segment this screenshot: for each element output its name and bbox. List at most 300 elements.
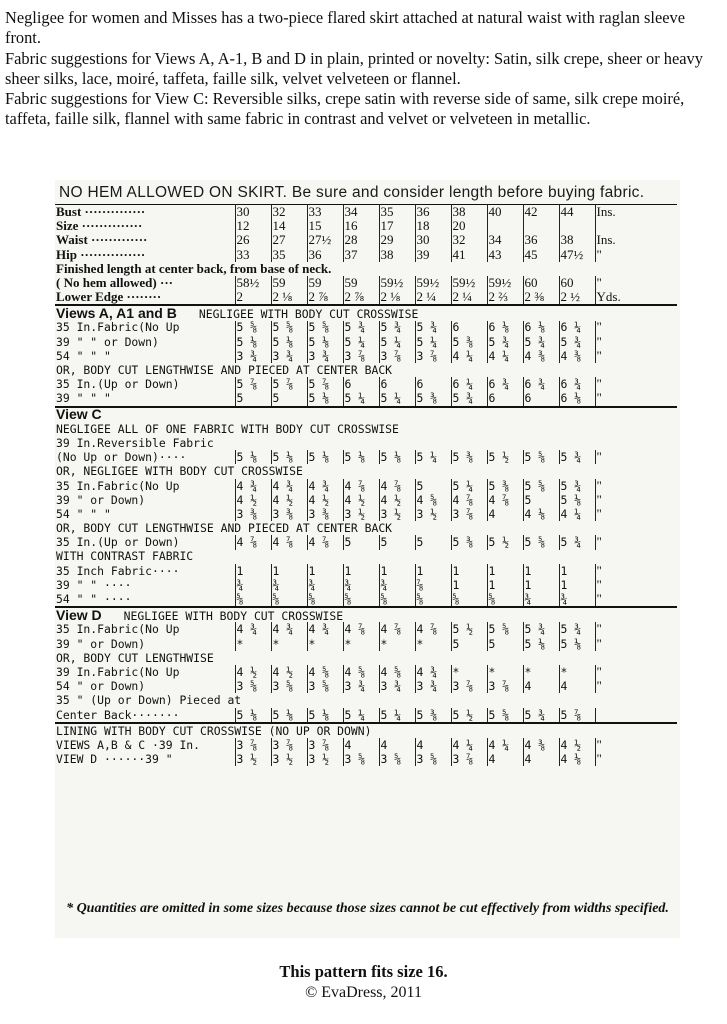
note-row (55, 693, 677, 707)
note-text: OR, NEGLIGEE WITH BODY CUT CROSSWISE (56, 464, 303, 479)
table-cell: 59 (271, 276, 307, 290)
table-cell: 5 ¼ (343, 391, 379, 406)
chart-footnote: * Quantities are omitted in some sizes because those sizes cannot be cut effectively from widths specified. (66, 901, 669, 916)
table-cell: * (307, 637, 343, 651)
table-cell: 38 (559, 233, 595, 247)
yardage-chart (55, 180, 680, 938)
table-cell: 5 (271, 391, 307, 406)
unit-cell: Ins. (596, 233, 616, 248)
table-cell: ¾ (379, 578, 415, 592)
table-cell: 2 ⅔ (487, 290, 523, 305)
note-text: OR, BODY CUT LENGTHWISE AND PIECED AT CENTER BACK (56, 363, 393, 377)
table-cell: 59½ (451, 276, 487, 290)
row-label: 35 In.(Up or Down) (55, 377, 235, 391)
table-cell: 4 ⅛ (559, 752, 595, 766)
table-row (55, 335, 677, 349)
row-label: Size ·············· (55, 219, 235, 233)
note-text: 35 " (Up or Down) Pieced at (56, 693, 242, 708)
table-cell: * (379, 637, 415, 651)
table-cell: 4 ⅞ (379, 622, 415, 636)
table-cell: 6 (451, 321, 487, 335)
table-cell: ⅝ (451, 592, 487, 607)
table-cell: 5 ¼ (379, 708, 415, 723)
table-cell: 4 ⅞ (343, 622, 379, 636)
table-cell: 6 ⅛ (523, 321, 559, 335)
table-cell: 59 (343, 276, 379, 290)
table-cell: 18 (415, 219, 451, 233)
unit-cell: " (596, 535, 602, 550)
table-cell: 4 ⅝ (307, 665, 343, 679)
table-cell: 5 ¾ (559, 479, 595, 493)
table-cell: 3 ⅝ (271, 679, 307, 693)
table-cell: 1 (307, 564, 343, 578)
table-cell: 5 ⅜ (451, 450, 487, 464)
table-cell: 3 ¾ (307, 349, 343, 363)
table-cell: 6 (415, 377, 451, 391)
table-cell: 4 ¾ (307, 622, 343, 636)
section-title: View D (56, 607, 102, 623)
table-cell: ¾ (559, 592, 595, 607)
table-cell: 5 ⅛ (307, 335, 343, 349)
note-text: OR, BODY CUT LENGTHWISE AND PIECED AT CENTER BACK (56, 521, 393, 536)
table-cell: 3 ½ (379, 507, 415, 521)
section-title-row (55, 607, 677, 622)
table-row (55, 349, 677, 363)
yardage-table (55, 204, 677, 766)
table-cell: 5 ⅛ (235, 450, 271, 464)
table-cell: ¾ (271, 578, 307, 592)
unit-cell: Yds. (596, 290, 621, 305)
table-cell: 14 (271, 219, 307, 233)
table-cell: 3 ⅞ (451, 507, 487, 521)
table-cell: 2 (235, 290, 271, 305)
table-cell: 4 ¾ (307, 479, 343, 493)
table-cell: 5 ⅝ (523, 450, 559, 464)
table-cell: 5 ⅛ (271, 708, 307, 723)
table-cell: 2 ½ (559, 290, 595, 305)
table-row (55, 205, 677, 220)
unit-cell: " (596, 665, 602, 679)
table-cell: 59½ (415, 276, 451, 290)
table-cell: ⅝ (307, 592, 343, 607)
table-row (55, 535, 677, 549)
table-cell: 3 ⅞ (271, 738, 307, 752)
table-cell: 5 (415, 535, 451, 549)
note-text: 39 In.Reversible Fabric (56, 436, 214, 450)
table-cell: 3 ½ (307, 752, 343, 766)
note-text: NEGLIGEE ALL OF ONE FABRIC WITH BODY CUT CROSSWISE (56, 421, 399, 436)
unit-cell: " (596, 478, 602, 493)
table-cell: ⅝ (487, 592, 523, 607)
section-subtitle: NEGLIGEE WITH BODY CUT CROSSWISE (123, 608, 344, 623)
table-cell: 3 ⅞ (307, 738, 343, 752)
table-cell: 3 ⅜ (271, 507, 307, 521)
unit-cell: " (596, 450, 602, 465)
table-cell: 15 (307, 219, 343, 233)
table-cell: 43 (487, 248, 523, 262)
chart-header: NO HEM ALLOWED ON SKIRT. Be sure and consider length before buying fabric. (59, 184, 645, 201)
unit-cell: " (596, 320, 602, 335)
table-cell: 5 ⅛ (307, 391, 343, 406)
table-cell: * (271, 637, 307, 651)
table-cell: 1 (559, 564, 595, 578)
table-cell: 5 (343, 535, 379, 549)
table-cell: 3 ⅞ (451, 752, 487, 766)
note-text: OR, BODY CUT LENGTHWISE (56, 650, 214, 665)
table-cell: 5 ¼ (415, 450, 451, 464)
table-cell: 6 (523, 391, 559, 406)
unit-cell: " (596, 679, 602, 694)
table-cell: 5 ½ (451, 708, 487, 723)
table-row (55, 391, 677, 406)
row-label: 35 In.(Up or Down) (55, 535, 235, 549)
table-cell: 4 ⅜ (559, 349, 595, 363)
table-cell: 5 ¾ (559, 622, 595, 636)
table-cell: 4 ½ (271, 493, 307, 507)
row-label: 54 " or Down) (55, 679, 235, 693)
unit-cell: " (596, 334, 602, 349)
table-cell: 4 ¼ (451, 738, 487, 752)
note-row (55, 550, 677, 564)
table-cell (559, 219, 595, 233)
table-cell: 5 ¼ (379, 335, 415, 349)
table-cell: 4 ¼ (487, 349, 523, 363)
table-cell: 3 ⅞ (415, 349, 451, 363)
note-text: WITH CONTRAST FABRIC (56, 549, 194, 564)
unit-cell: " (596, 592, 602, 606)
table-cell: 5 (487, 637, 523, 651)
table-cell: 5 ⅛ (307, 450, 343, 464)
table-cell: 4 ¼ (487, 738, 523, 752)
table-cell: 4 ⅞ (451, 493, 487, 507)
row-label: 35 Inch Fabric···· (55, 564, 235, 578)
table-cell: 60 (559, 276, 595, 290)
size-caption: This pattern fits size 16. (279, 962, 448, 981)
table-cell: 6 (487, 391, 523, 406)
table-cell: 5 ⅞ (271, 377, 307, 391)
table-cell: 4 ⅝ (343, 665, 379, 679)
table-cell: 5 ⅝ (487, 708, 523, 723)
table-cell: 36 (307, 248, 343, 262)
table-cell: 26 (235, 233, 271, 247)
unit-cell: " (596, 622, 602, 637)
table-cell: 59½ (379, 276, 415, 290)
note-row (55, 723, 677, 738)
row-label: 54 " " " (55, 349, 235, 363)
unit-cell: " (596, 247, 602, 262)
note-text: LINING WITH BODY CUT CROSSWISE (NO UP OR DOWN) (55, 723, 677, 738)
table-cell: 5 ⅝ (523, 479, 559, 493)
table-cell: 3 ¾ (379, 679, 415, 693)
note-row (55, 262, 677, 276)
table-cell: 59½ (487, 276, 523, 290)
table-cell: 5 ⅛ (379, 450, 415, 464)
table-cell: 1 (379, 564, 415, 578)
table-cell: 4 ¾ (235, 622, 271, 636)
table-cell: 5 ¾ (451, 391, 487, 406)
table-row (55, 276, 677, 290)
table-cell: 3 ½ (415, 507, 451, 521)
table-cell: 5 ⅝ (235, 321, 271, 335)
table-cell: ⅝ (343, 592, 379, 607)
table-cell: 1 (523, 578, 559, 592)
table-cell: 3 ½ (271, 752, 307, 766)
table-cell: 4 ½ (235, 665, 271, 679)
table-cell: 5 ⅛ (235, 708, 271, 723)
table-cell: 17 (379, 219, 415, 233)
table-cell: 5 ½ (451, 622, 487, 636)
table-cell: 4 (379, 738, 415, 752)
table-row (55, 290, 677, 305)
table-cell: 35 (271, 248, 307, 262)
table-cell: 5 ⅛ (559, 493, 595, 507)
row-label: 39 " " " (55, 391, 235, 406)
table-cell: 6 ⅛ (487, 321, 523, 335)
table-cell: 1 (235, 564, 271, 578)
table-cell: ⅝ (415, 592, 451, 607)
table-cell: 5 ¾ (523, 708, 559, 723)
table-cell: 5 (235, 391, 271, 406)
table-cell: 4 ¾ (271, 479, 307, 493)
table-cell: 5 ¾ (559, 450, 595, 464)
table-cell: 5 ½ (487, 535, 523, 549)
row-label: (No Up or Down)···· (55, 450, 235, 464)
table-cell: 3 ¾ (271, 349, 307, 363)
row-label: 39 " or Down) (55, 637, 235, 651)
table-cell: 3 ¾ (235, 349, 271, 363)
table-row (55, 708, 677, 723)
table-cell: 2 ⅞ (307, 290, 343, 305)
table-cell: 2 ⅜ (523, 290, 559, 305)
table-cell: 4 ½ (307, 493, 343, 507)
table-cell: 3 ½ (235, 752, 271, 766)
table-row (55, 450, 677, 464)
table-row (55, 592, 677, 607)
table-cell: 5 ⅞ (235, 377, 271, 391)
table-cell: 5 ⅛ (523, 637, 559, 651)
table-cell: 3 ¾ (343, 679, 379, 693)
row-label: 54 " " ···· (55, 592, 235, 607)
table-cell: 4 ¼ (559, 507, 595, 521)
pattern-description (5, 8, 720, 130)
table-cell: 32 (271, 205, 307, 220)
table-cell: 1 (415, 564, 451, 578)
unit-cell (595, 708, 677, 723)
section-title-row (55, 407, 677, 422)
table-cell: 38 (379, 248, 415, 262)
table-cell: 40 (487, 205, 523, 220)
table-cell: 5 ¾ (415, 321, 451, 335)
unit-cell: " (596, 506, 602, 521)
table-row (55, 578, 677, 592)
table-cell: 3 ½ (343, 507, 379, 521)
table-cell: 41 (451, 248, 487, 262)
table-cell: 5 ¾ (523, 622, 559, 636)
table-cell: 3 ⅜ (235, 507, 271, 521)
table-cell: 5 ¼ (379, 391, 415, 406)
section-title-row (55, 305, 677, 320)
table-cell: 12 (235, 219, 271, 233)
unit-cell (595, 219, 677, 233)
unit-cell: " (596, 577, 602, 592)
table-cell: 5 (523, 493, 559, 507)
table-cell: 5 ⅝ (307, 321, 343, 335)
table-row (55, 679, 677, 693)
table-cell: 6 ¼ (559, 321, 595, 335)
table-cell (487, 219, 523, 233)
table-cell: 5 ¼ (343, 335, 379, 349)
unit-cell: Ins. (595, 205, 677, 220)
row-label: VIEW D ······39 " (55, 752, 235, 766)
table-cell: 5 ¾ (487, 335, 523, 349)
table-cell: 5 ⅛ (343, 450, 379, 464)
unit-cell: " (596, 391, 602, 406)
row-label: 39 " " ···· (55, 578, 235, 592)
table-cell: * (523, 665, 559, 679)
table-cell: 4 ⅛ (523, 507, 559, 521)
table-cell: ⅝ (379, 592, 415, 607)
table-cell: 5 ¼ (451, 479, 487, 493)
table-cell: 60 (523, 276, 559, 290)
table-cell: 5 ⅜ (451, 535, 487, 549)
table-cell: 3 ⅞ (343, 349, 379, 363)
note-row (55, 651, 677, 665)
table-cell: 37 (343, 248, 379, 262)
table-cell: 6 ⅛ (559, 391, 595, 406)
table-cell: 5 ⅛ (559, 637, 595, 651)
table-cell: 1 (487, 564, 523, 578)
table-cell: 5 ⅞ (559, 708, 595, 723)
table-cell: 16 (343, 219, 379, 233)
unit-cell: " (596, 737, 602, 752)
table-cell: 58½ (235, 276, 271, 290)
table-cell: 4 ⅞ (415, 622, 451, 636)
table-cell: 34 (487, 233, 523, 247)
table-cell: 3 ⅝ (235, 679, 271, 693)
table-cell: 4 ⅝ (415, 493, 451, 507)
table-cell: 4 ¼ (451, 349, 487, 363)
table-cell: 35 (379, 205, 415, 220)
table-row (55, 219, 677, 233)
table-cell: 59 (307, 276, 343, 290)
table-row (55, 377, 677, 391)
unit-cell: " (596, 275, 602, 290)
table-cell: ¾ (307, 578, 343, 592)
section-subtitle: NEGLIGEE WITH BODY CUT CROSSWISE (198, 306, 419, 321)
table-cell: 38 (451, 205, 487, 220)
row-label: 35 In.Fabric(No Up (55, 479, 235, 493)
table-cell: 4 ½ (379, 493, 415, 507)
table-cell: 5 ⅝ (487, 622, 523, 636)
table-cell: * (451, 665, 487, 679)
table-cell: 6 ¾ (559, 377, 595, 391)
table-cell: 5 ½ (487, 450, 523, 464)
table-cell: 4 ⅞ (379, 479, 415, 493)
table-cell: ¾ (343, 578, 379, 592)
table-cell: * (235, 637, 271, 651)
row-label: 39 " or Down) (55, 493, 235, 507)
table-cell: 4 ⅝ (379, 665, 415, 679)
table-cell: 47½ (559, 248, 595, 262)
table-cell: 32 (451, 233, 487, 247)
table-cell: 27½ (307, 233, 343, 247)
table-cell: 4 ⅜ (523, 738, 559, 752)
table-cell: 5 ¾ (559, 535, 595, 549)
table-cell: 3 ⅞ (235, 738, 271, 752)
table-cell: 5 ⅛ (235, 335, 271, 349)
table-cell: 5 ⅛ (271, 335, 307, 349)
table-cell: 29 (379, 233, 415, 247)
row-label: ( No hem allowed) ··· (55, 276, 235, 290)
table-cell: 2 ⅛ (379, 290, 415, 305)
table-cell: * (559, 665, 595, 679)
table-cell: 4 ½ (559, 738, 595, 752)
table-cell: 4 ⅜ (523, 349, 559, 363)
table-cell: 5 ¼ (343, 708, 379, 723)
table-cell: 6 (343, 377, 379, 391)
table-row (55, 564, 677, 578)
table-cell: 1 (523, 564, 559, 578)
table-cell: 5 (415, 479, 451, 493)
table-cell: 4 ⅞ (343, 479, 379, 493)
table-cell: 5 ¼ (415, 335, 451, 349)
table-cell: 3 ⅝ (307, 679, 343, 693)
unit-cell: " (596, 563, 602, 578)
row-label: 35 In.Fabric(No Up (55, 321, 235, 335)
unit-cell: " (596, 752, 602, 767)
table-cell: 4 (487, 507, 523, 521)
note-row (55, 521, 677, 535)
unit-cell: " (596, 377, 602, 392)
table-cell: 3 ⅝ (343, 752, 379, 766)
table-cell: ¾ (235, 578, 271, 592)
finished-length-note: Finished length at center back, from base of neck. (56, 261, 332, 276)
table-cell: ⅞ (415, 578, 451, 592)
table-cell: 30 (235, 205, 271, 220)
unit-cell: " (596, 492, 602, 507)
table-cell: 3 ⅞ (487, 679, 523, 693)
table-row (55, 248, 677, 262)
unit-cell: " (596, 348, 602, 363)
table-cell: 1 (487, 578, 523, 592)
table-cell: 5 ⅜ (415, 391, 451, 406)
table-cell: * (343, 637, 379, 651)
table-cell: ⅝ (271, 592, 307, 607)
table-cell: 5 ¾ (559, 335, 595, 349)
table-cell: 27 (271, 233, 307, 247)
table-cell: * (415, 637, 451, 651)
table-cell: 4 ½ (271, 665, 307, 679)
row-label: 54 " " " (55, 507, 235, 521)
table-cell: 1 (343, 564, 379, 578)
table-row (55, 493, 677, 507)
table-cell: 3 ¾ (415, 679, 451, 693)
table-cell: 1 (451, 578, 487, 592)
table-cell: 3 ⅞ (451, 679, 487, 693)
table-cell: 4 ¾ (415, 665, 451, 679)
table-cell: 5 ⅛ (307, 708, 343, 723)
table-cell: 4 (487, 752, 523, 766)
table-cell: ¾ (523, 592, 559, 607)
note-row (55, 363, 677, 377)
table-cell: 4 ⅞ (235, 535, 271, 549)
table-cell: 44 (559, 205, 595, 220)
table-cell: 1 (271, 564, 307, 578)
note-row (55, 436, 677, 450)
table-cell: 4 ⅞ (487, 493, 523, 507)
table-row (55, 507, 677, 521)
table-cell: 1 (559, 578, 595, 592)
